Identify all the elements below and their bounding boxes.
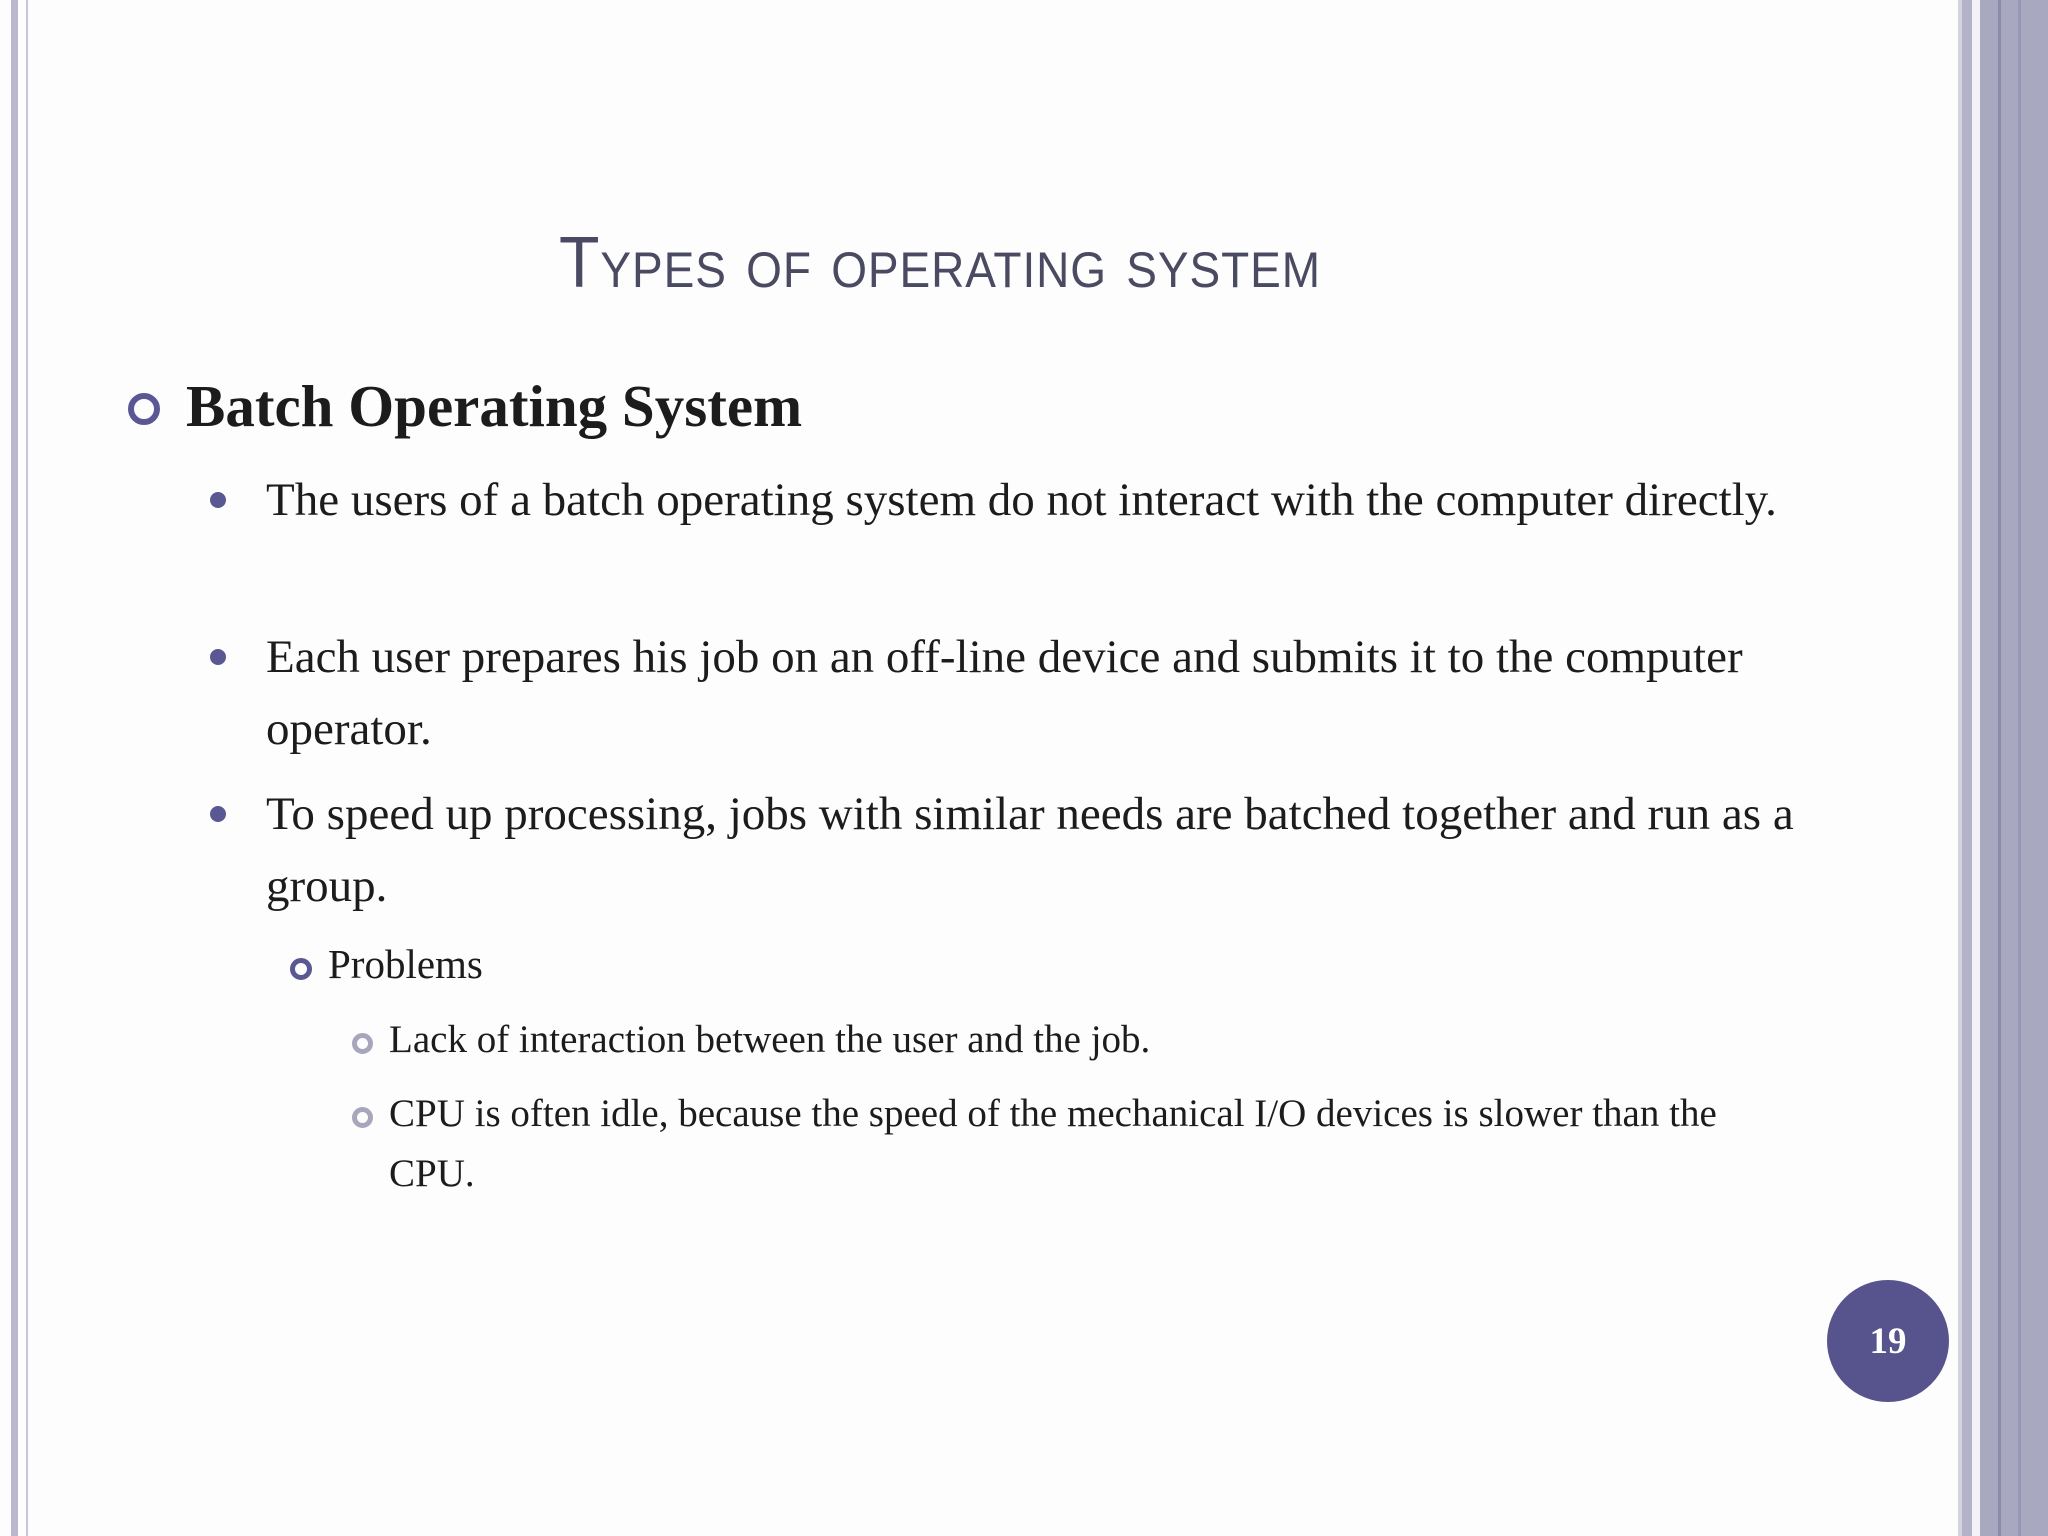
slide-title: Types of operating system bbox=[559, 223, 1321, 303]
list-item: To speed up processing, jobs with similar needs are batched together and run as a group. bbox=[266, 788, 1794, 912]
right-border-gap bbox=[1972, 0, 1980, 1536]
section-heading: Batch Operating System bbox=[186, 373, 803, 439]
right-border-band bbox=[1980, 0, 2048, 1536]
sub-heading: Problems bbox=[328, 941, 483, 987]
page-number-badge: 19 bbox=[1827, 1280, 1949, 1402]
ring-bullet-icon bbox=[128, 393, 160, 425]
list-item: CPU is often idle, because the speed of the mechanical I/O devices is slower than the CPU. bbox=[389, 1092, 1717, 1195]
dot-bullet-icon bbox=[210, 806, 226, 822]
left-border-line bbox=[26, 0, 28, 1536]
light-ring-bullet-icon bbox=[352, 1107, 373, 1128]
list-item: Lack of interaction between the user and the job. bbox=[389, 1018, 1151, 1061]
right-border-bar bbox=[1962, 0, 1972, 1536]
ring-bullet-icon bbox=[290, 958, 312, 980]
list-item: The users of a batch operating system do not interact with the computer directly. bbox=[266, 474, 1777, 526]
right-border-stripe bbox=[2018, 0, 2021, 1536]
right-border-stripe bbox=[1998, 0, 2001, 1536]
dot-bullet-icon bbox=[210, 492, 226, 508]
left-border-bar bbox=[11, 0, 18, 1536]
dot-bullet-icon bbox=[210, 649, 226, 665]
list-item: Each user prepares his job on an off-line device and submits it to the computer operator. bbox=[266, 631, 1743, 755]
light-ring-bullet-icon bbox=[352, 1033, 373, 1054]
